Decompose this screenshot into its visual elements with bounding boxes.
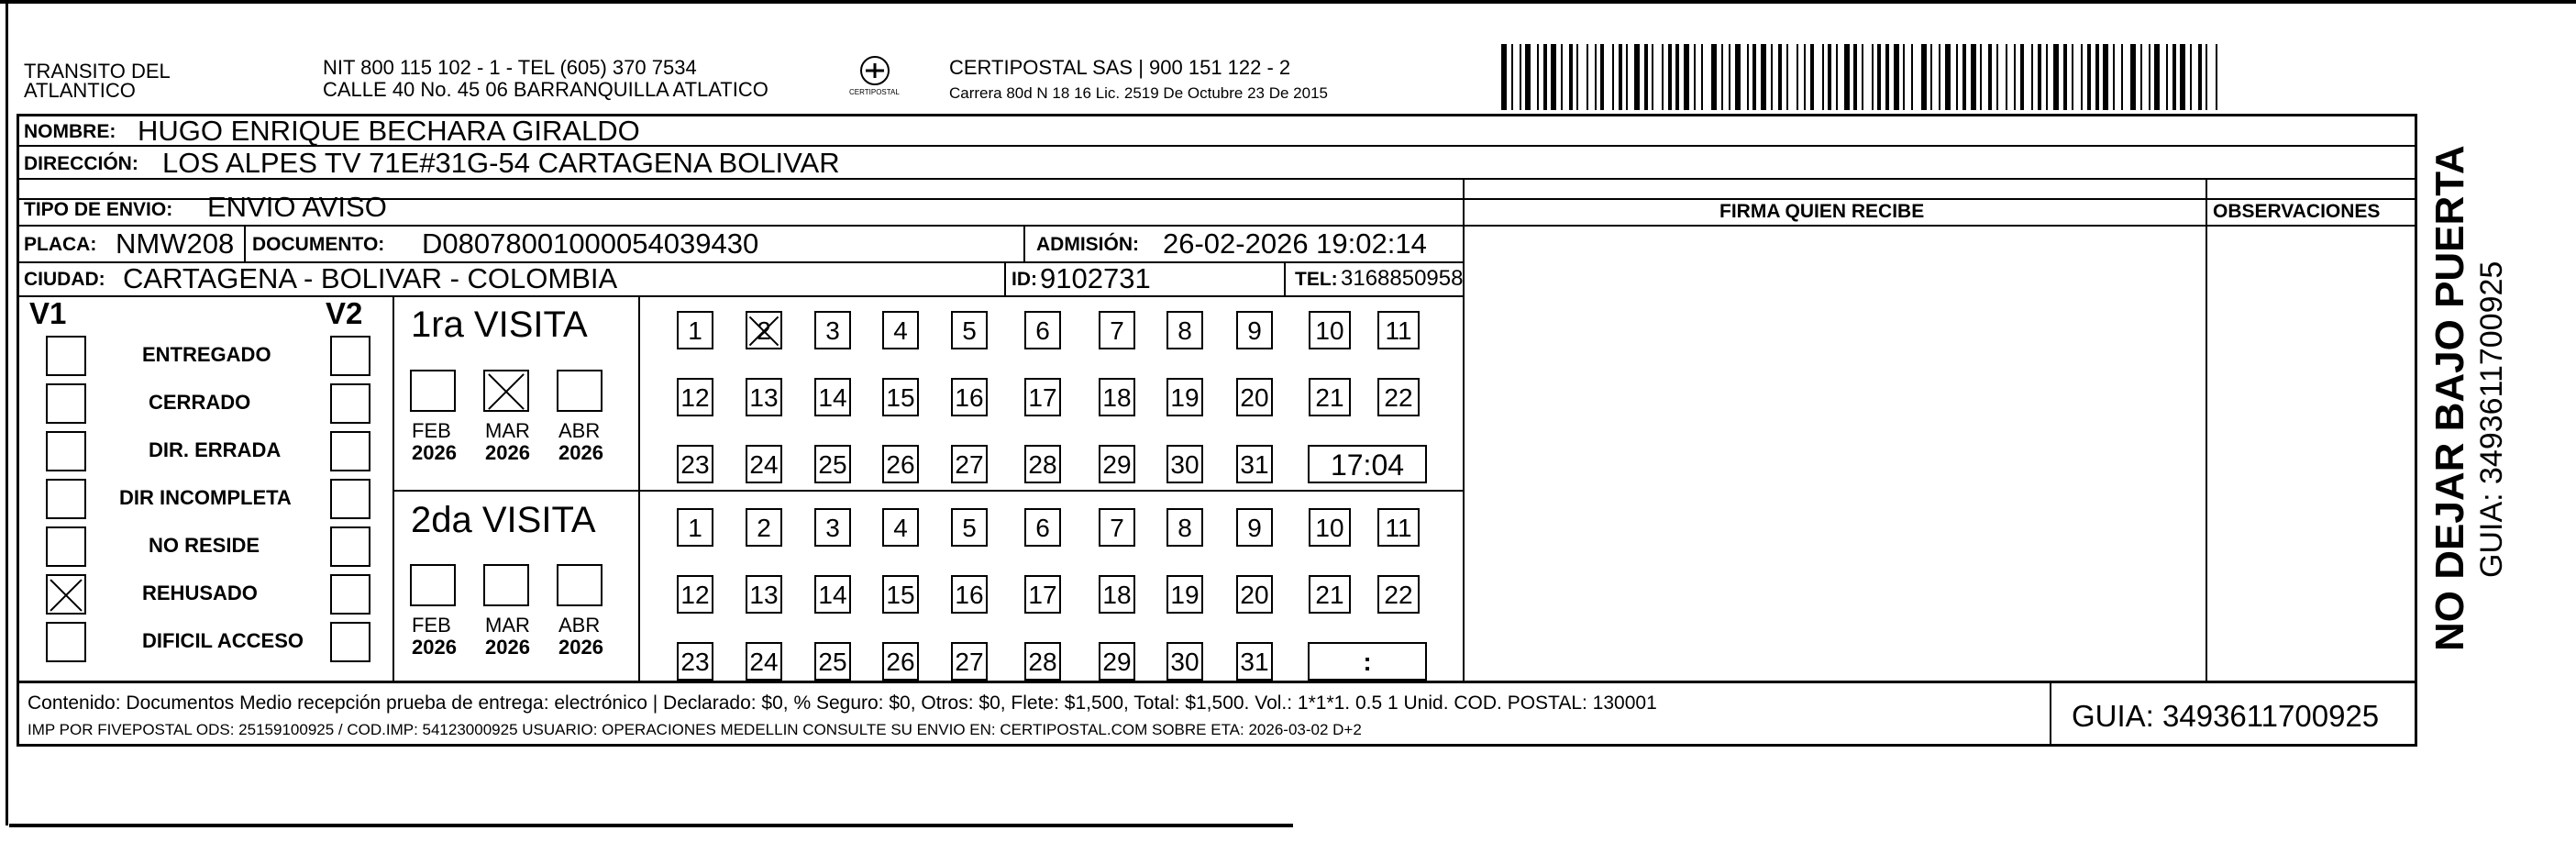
day-box[interactable]: 17 (1024, 378, 1061, 416)
barcode (1499, 44, 2233, 110)
barcode-bar (1810, 44, 1814, 110)
day-box[interactable]: 20 (1236, 575, 1273, 614)
barcode-bar (2180, 44, 2185, 110)
barcode-bar (1644, 44, 1648, 110)
barcode-bar (1634, 44, 1640, 110)
barcode-bar (2081, 44, 2083, 110)
day-box[interactable]: 9 (1236, 508, 1273, 547)
barcode-bar (2140, 44, 2142, 110)
barcode-bar (1747, 44, 1749, 110)
day-box[interactable]: 27 (951, 642, 988, 681)
day-box[interactable]: 28 (1024, 642, 1061, 681)
barcode-bar (1894, 44, 1899, 110)
barcode-bar (1576, 44, 1578, 110)
barcode-bar (1828, 44, 1831, 110)
admision-label: ADMISIÓN: (1036, 234, 1139, 255)
day-box[interactable]: 2 (746, 311, 782, 349)
ciudad-value: CARTAGENA - BOLIVAR - COLOMBIA (123, 262, 618, 294)
status-option-label: REHUSADO (142, 582, 258, 604)
documento-label: DOCUMENTO: (252, 234, 385, 255)
tel-label: TEL: (1295, 269, 1338, 290)
barcode-bar (2198, 44, 2202, 110)
ciudad-label: CIUDAD: (24, 269, 105, 290)
day-box[interactable]: 1 (677, 508, 713, 547)
barcode-bar (1844, 44, 1850, 110)
barcode-bar (1822, 44, 1824, 110)
v2-checkbox[interactable] (330, 526, 370, 567)
row-line-4b (1463, 225, 2417, 227)
month-label: ABR (558, 419, 601, 442)
month-label: MAR (485, 419, 530, 442)
day-box[interactable]: 3 (814, 311, 851, 349)
day-box[interactable]: 22 (1377, 575, 1420, 614)
day-box[interactable]: 8 (1166, 311, 1203, 349)
contenido-line: Contenido: Documentos Medio recepción prueba de entrega: electrónico | Declarado: $0, % Seguro: $0, Otros: $0, Flete: $1,500, Total: $1,500. Vol.: 1*1*1. 0.5 1 Unid. COD. POSTAL: 130001 (28, 692, 1657, 714)
day-box[interactable]: 25 (814, 642, 851, 681)
day-box[interactable]: 7 (1099, 311, 1135, 349)
day-box[interactable]: 29 (1099, 642, 1135, 681)
v1-checkbox[interactable] (46, 574, 86, 615)
v2-checkbox[interactable] (330, 431, 370, 471)
barcode-bar (1694, 44, 1696, 110)
documento-value: D08078001000054039430 (422, 227, 759, 260)
observaciones-label: OBSERVACIONES (2213, 201, 2381, 222)
v2-checkbox[interactable] (330, 622, 370, 662)
barcode-bar (1771, 44, 1773, 110)
admision-divider (1023, 225, 1025, 261)
observaciones-divider (2206, 178, 2207, 681)
direccion-value: LOS ALPES TV 71E#31G-54 CARTAGENA BOLIVAR (162, 147, 840, 179)
v2-checkbox[interactable] (330, 336, 370, 376)
barcode-bar (1735, 44, 1741, 110)
barcode-bar (2172, 44, 2176, 110)
company-line: CERTIPOSTAL SAS | 900 151 122 - 2 (949, 56, 1291, 79)
barcode-bar (2190, 44, 2192, 110)
license-line: Carrera 80d N 18 16 Lic. 2519 De Octubre 23 De 2015 (949, 84, 1328, 102)
barcode-bar (2121, 44, 2123, 110)
barcode-bar (1853, 44, 1857, 110)
top-border-line (0, 0, 2576, 4)
nombre-label: NOMBRE: (24, 121, 116, 142)
day-box[interactable]: 13 (746, 378, 782, 416)
day-box[interactable]: 12 (677, 575, 713, 614)
row-line-3b (1463, 198, 2417, 200)
year-label: 2026 (558, 441, 603, 464)
barcode-bar (1804, 44, 1806, 110)
barcode-bar (1619, 44, 1622, 110)
barcode-bar (1587, 44, 1588, 110)
barcode-bar (1600, 44, 1604, 110)
day-box[interactable]: 6 (1024, 508, 1061, 547)
day-box[interactable]: 10 (1309, 508, 1351, 547)
barcode-bar (2166, 44, 2168, 110)
barcode-bar (2113, 44, 2115, 110)
row-line-6 (17, 295, 1463, 297)
day-box[interactable]: 21 (1309, 378, 1351, 416)
status-option-label: DIR INCOMPLETA (119, 486, 292, 509)
v1-checkbox[interactable] (46, 622, 86, 662)
day-box[interactable]: 30 (1166, 642, 1203, 681)
barcode-bar (1721, 44, 1723, 110)
v1-checkbox[interactable] (46, 431, 86, 471)
day-box[interactable]: 13 (746, 575, 782, 614)
barcode-bar (1569, 44, 1573, 110)
months-divider (638, 295, 640, 681)
barcode-bar (2216, 44, 2217, 110)
day-box[interactable]: 5 (951, 508, 988, 547)
month-checkbox[interactable] (410, 564, 456, 606)
day-box[interactable]: 8 (1166, 508, 1203, 547)
sender-name-line1: TRANSITO DEL (24, 60, 171, 83)
v2-checkbox[interactable] (330, 479, 370, 519)
barcode-bar (2154, 44, 2160, 110)
barcode-bar (1862, 44, 1863, 110)
barcode-bar (1786, 44, 1788, 110)
month-checkbox[interactable] (410, 370, 456, 412)
day-box[interactable]: 27 (951, 445, 988, 483)
day-box[interactable]: 19 (1166, 378, 1203, 416)
tel-value: 3168850958 (1341, 266, 1464, 291)
day-box[interactable]: 6 (1024, 311, 1061, 349)
barcode-bar (1511, 44, 1513, 110)
nombre-value: HUGO ENRIQUE BECHARA GIRALDO (138, 115, 640, 147)
day-box[interactable]: 16 (951, 575, 988, 614)
address-line: CALLE 40 No. 45 06 BARRANQUILLA ATLATICO (323, 78, 768, 101)
month-label: MAR (485, 614, 530, 637)
status-option-label: CERRADO (149, 391, 251, 414)
barcode-bar (2149, 44, 2150, 110)
day-box[interactable]: 12 (677, 378, 713, 416)
visits-divider (392, 490, 1463, 492)
placa-label: PLACA: (24, 234, 97, 255)
time-box[interactable]: 17:04 (1308, 445, 1427, 483)
day-box[interactable]: 17 (1024, 575, 1061, 614)
day-box[interactable]: 7 (1099, 508, 1135, 547)
year-label: 2026 (485, 636, 530, 659)
barcode-bar (1668, 44, 1672, 110)
month-label: ABR (558, 614, 601, 637)
barcode-bar (2063, 44, 2067, 110)
barcode-bar (2087, 44, 2091, 110)
id-value: 9102731 (1040, 262, 1151, 294)
barcode-bar (1561, 44, 1563, 110)
bottom-border-line (9, 824, 1293, 827)
day-box[interactable]: 15 (882, 575, 919, 614)
day-box[interactable]: 23 (677, 445, 713, 483)
firma-divider (1463, 178, 1465, 681)
imp-line: IMP POR FIVEPOSTAL ODS: 25159100925 / COD.IMP: 54123000925 USUARIO: OPERACIONES MEDELLIN CONSULTE SU ENVIO EN: CERTIPOSTAL.COM SOBRE ETA: 2026-03-02 D+2 (28, 721, 1362, 738)
barcode-bar (2053, 44, 2059, 110)
barcode-bar (1877, 44, 1881, 110)
left-border-line (6, 0, 8, 825)
barcode-bar (2038, 44, 2041, 110)
month-label: FEB (412, 419, 451, 442)
barcode-bar (1729, 44, 1730, 110)
v2-checkbox[interactable] (330, 574, 370, 615)
barcode-bar (1543, 44, 1547, 110)
day-box[interactable]: 26 (882, 642, 919, 681)
placa-divider (244, 225, 246, 261)
v1-label: V1 (29, 296, 67, 330)
day-box[interactable]: 1 (677, 311, 713, 349)
year-label: 2026 (485, 441, 530, 464)
month-label: FEB (412, 614, 451, 637)
month-checkbox[interactable] (557, 370, 603, 412)
barcode-bar (1652, 44, 1653, 110)
barcode-bar (1551, 44, 1556, 110)
day-box[interactable]: 20 (1236, 378, 1273, 416)
admision-value: 26-02-2026 19:02:14 (1163, 227, 1427, 260)
status-option-label: ENTREGADO (142, 343, 271, 366)
guia-box-value: GUIA: 3493611700925 (2072, 699, 2380, 733)
barcode-bar (1903, 44, 1905, 110)
barcode-bar (1701, 44, 1703, 110)
nit-line: NIT 800 115 102 - 1 - TEL (605) 370 7534 (323, 56, 697, 79)
day-box[interactable]: 26 (882, 445, 919, 483)
v1-checkbox[interactable] (46, 479, 86, 519)
v1-checkbox[interactable] (46, 526, 86, 567)
day-box[interactable]: 24 (746, 642, 782, 681)
barcode-bar (1988, 44, 1992, 110)
tipo-envio-value: ENVIO AVISO (207, 191, 387, 223)
day-box[interactable]: 4 (882, 508, 919, 547)
barcode-bar (2020, 44, 2024, 110)
barcode-bar (1836, 44, 1838, 110)
first-visit-title: 1ra VISITA (411, 305, 588, 345)
barcode-bar (1911, 44, 1913, 110)
day-box[interactable]: 31 (1236, 445, 1273, 483)
barcode-bar (1980, 44, 1982, 110)
day-box[interactable]: 22 (1377, 378, 1420, 416)
firma-label: FIRMA QUIEN RECIBE (1719, 201, 1925, 222)
barcode-bar (1595, 44, 1597, 110)
status-option-label: DIFICIL ACCESO (142, 629, 304, 652)
day-box[interactable]: 5 (951, 311, 988, 349)
day-box[interactable]: 10 (1309, 311, 1351, 349)
direccion-label: DIRECCIÓN: (24, 153, 138, 174)
barcode-bar (1711, 44, 1717, 110)
barcode-bar (1684, 44, 1689, 110)
barcode-bar (1520, 44, 1521, 110)
no-dejar-bajo-puerta: NO DEJAR BAJO PUERTA (2427, 145, 2472, 651)
barcode-bar (1921, 44, 1927, 110)
side-vertical-text (2427, 138, 2522, 651)
day-box[interactable]: 25 (814, 445, 851, 483)
barcode-bar (2031, 44, 2033, 110)
logo-text: CERTIPOSTAL (849, 88, 900, 96)
barcode-bar (1662, 44, 1664, 110)
status-option-label: NO RESIDE (149, 534, 260, 557)
v1-checkbox[interactable] (46, 383, 86, 424)
barcode-bar (1501, 44, 1507, 110)
barcode-bar (2006, 44, 2007, 110)
day-box[interactable]: 4 (882, 311, 919, 349)
barcode-bar (1939, 44, 1940, 110)
barcode-bar (1962, 44, 1966, 110)
month-checkbox[interactable] (483, 564, 529, 606)
barcode-bar (1612, 44, 1614, 110)
barcode-bar (1971, 44, 1976, 110)
status-divider (392, 295, 394, 681)
day-box[interactable]: 19 (1166, 575, 1203, 614)
day-box[interactable]: 31 (1236, 642, 1273, 681)
day-box[interactable]: 11 (1377, 508, 1420, 547)
barcode-bar (1872, 44, 1874, 110)
year-label: 2026 (412, 441, 457, 464)
barcode-bar (1945, 44, 1951, 110)
second-visit-title: 2da VISITA (411, 500, 596, 540)
barcode-bar (1675, 44, 1679, 110)
sender-name-line2: ATLANTICO (24, 79, 136, 102)
barcode-bar (1797, 44, 1798, 110)
day-box[interactable]: 21 (1309, 575, 1351, 614)
day-box[interactable]: 16 (951, 378, 988, 416)
side-guia-text: GUIA: 3493611700925 (2474, 260, 2509, 578)
barcode-bar (1761, 44, 1766, 110)
barcode-bar (1885, 44, 1889, 110)
v1-checkbox[interactable] (46, 336, 86, 376)
id-divider (1004, 261, 1006, 295)
barcode-bar (1778, 44, 1782, 110)
barcode-bar (2072, 44, 2073, 110)
day-box[interactable]: 18 (1099, 575, 1135, 614)
day-box[interactable]: 14 (814, 575, 851, 614)
day-box[interactable]: 9 (1236, 311, 1273, 349)
year-label: 2026 (412, 636, 457, 659)
day-box[interactable]: 15 (882, 378, 919, 416)
tel-divider (1284, 261, 1286, 295)
status-option-label: DIR. ERRADA (149, 438, 282, 461)
time-box[interactable]: : (1308, 642, 1427, 681)
v2-checkbox[interactable] (330, 383, 370, 424)
barcode-bar (2206, 44, 2207, 110)
certipostal-logo (846, 52, 904, 104)
day-box[interactable]: 3 (814, 508, 851, 547)
day-box[interactable]: 2 (746, 508, 782, 547)
day-box[interactable]: 30 (1166, 445, 1203, 483)
day-box[interactable]: 24 (746, 445, 782, 483)
barcode-bar (1626, 44, 1628, 110)
barcode-bar (1930, 44, 1932, 110)
day-box[interactable]: 11 (1377, 311, 1420, 349)
barcode-bar (2046, 44, 2048, 110)
barcode-bar (2095, 44, 2099, 110)
day-box[interactable]: 29 (1099, 445, 1135, 483)
barcode-bar (2014, 44, 2016, 110)
year-label: 2026 (558, 636, 603, 659)
placa-value: NMW208 (116, 227, 235, 260)
day-box[interactable]: 28 (1024, 445, 1061, 483)
barcode-bar (1956, 44, 1958, 110)
day-box[interactable]: 14 (814, 378, 851, 416)
barcode-bar (1525, 44, 1531, 110)
barcode-bar (2103, 44, 2108, 110)
barcode-bar (1752, 44, 1756, 110)
tipo-envio-label: TIPO DE ENVIO: (24, 199, 173, 220)
barcode-bar (1537, 44, 1539, 110)
month-checkbox[interactable] (483, 370, 529, 412)
month-checkbox[interactable] (557, 564, 603, 606)
guia-box-divider (2050, 681, 2051, 747)
barcode-bar (2130, 44, 2136, 110)
day-box[interactable]: 23 (677, 642, 713, 681)
barcode-bar (1996, 44, 1998, 110)
row-line-4 (17, 225, 1463, 227)
id-label: ID: (1012, 269, 1037, 290)
v2-label: V2 (326, 296, 363, 330)
day-box[interactable]: 18 (1099, 378, 1135, 416)
